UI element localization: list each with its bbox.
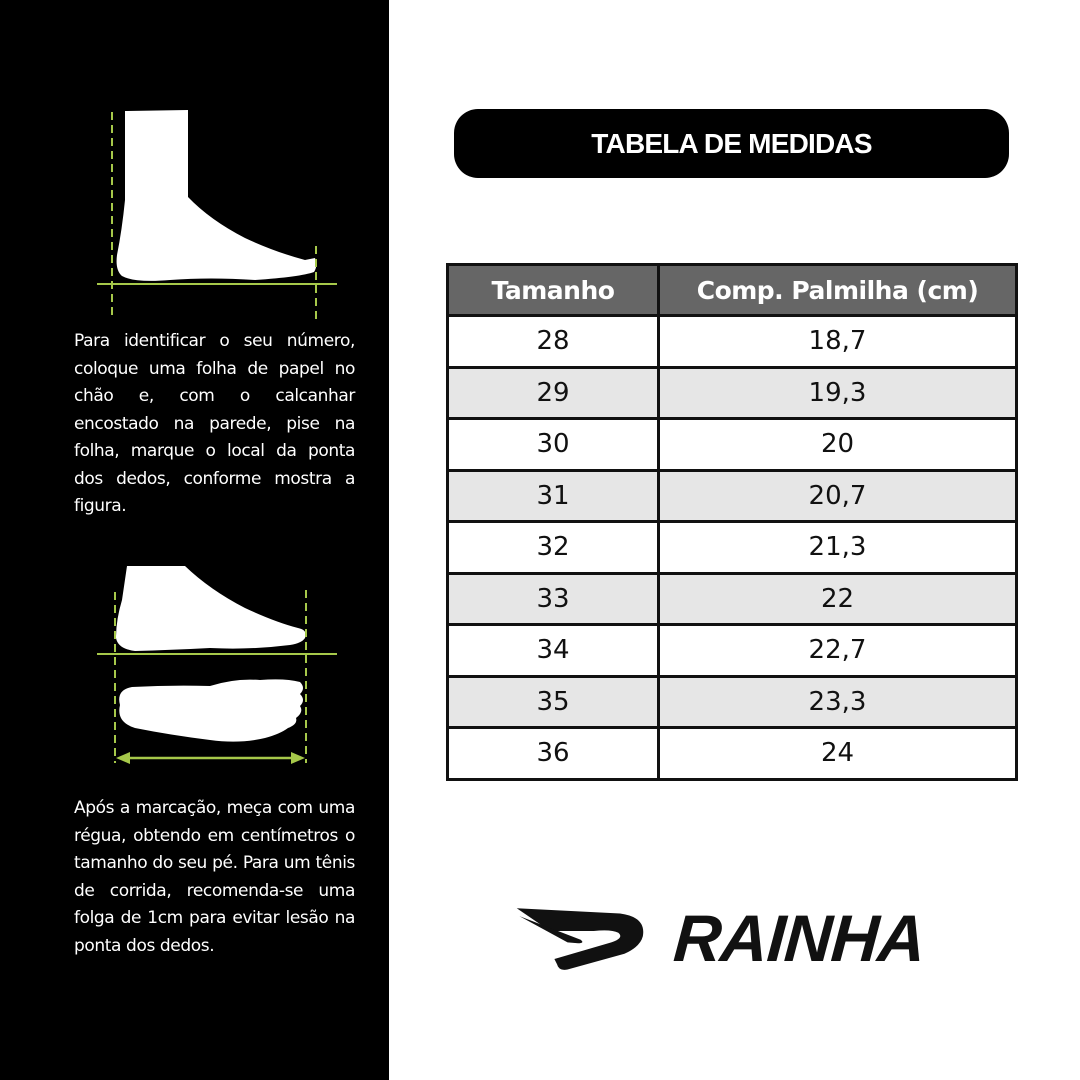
header-size: Tamanho [448,265,659,316]
size-cell: 33 [448,573,659,625]
brand-logo [515,898,928,978]
size-cell: 31 [448,470,659,522]
instruction-text-2: Após a marcação, meça com uma régua, obtendo em centímetros o tamanho do seu pé. Para um tênis de corrida, recomenda-se uma folga de 1cm para evitar lesão na ponta dos dedos. [74,798,355,956]
table-row [448,367,1017,419]
length-cell: 20,7 [659,470,1017,522]
length-cell: 22 [659,573,1017,625]
size-cell: 28 [448,316,659,368]
size-cell: 30 [448,419,659,471]
size-cell: 32 [448,522,659,574]
table-row [448,316,1017,368]
length-cell: 19,3 [659,367,1017,419]
table-row [448,522,1017,574]
table-row [448,419,1017,471]
size-cell: 34 [448,625,659,677]
size-cell: 36 [448,728,659,780]
length-cell: 20 [659,419,1017,471]
instruction-text-1: Para identificar o seu número, coloque uma folha de papel no chão e, com o calcanhar encostado na parede, pise na folha, marque o local da ponta dos dedos, conforme mostra a figura. [74,331,355,516]
foot-measure-icon [60,550,380,780]
length-cell: 21,3 [659,522,1017,574]
length-cell: 18,7 [659,316,1017,368]
size-cell: 29 [448,367,659,419]
table-row [448,470,1017,522]
table-row [448,625,1017,677]
instructions-panel [0,0,389,1080]
rainha-wing-logo-icon [515,898,646,978]
size-table [446,263,1018,781]
page-title: TABELA DE MEDIDAS [591,127,872,159]
length-cell: 23,3 [659,676,1017,728]
table-header-row [448,265,1017,316]
table-row [448,573,1017,625]
header-insole-length: Comp. Palmilha (cm) [659,265,1017,316]
table-row [448,728,1017,780]
length-cell: 24 [659,728,1017,780]
foot-side-view-icon [60,90,380,320]
table-row [448,676,1017,728]
brand-name: RAINHA [671,901,928,975]
size-cell: 35 [448,676,659,728]
title-banner [454,109,1009,178]
length-cell: 22,7 [659,625,1017,677]
